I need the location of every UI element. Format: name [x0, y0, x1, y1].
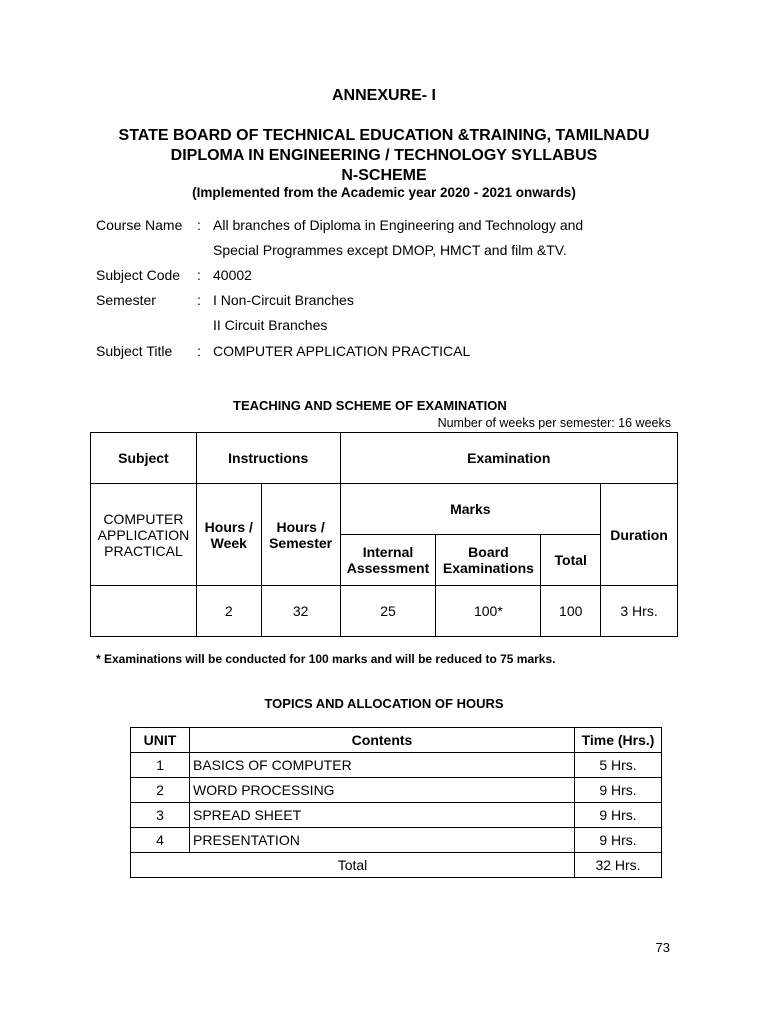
unit-time: 5 Hrs. [575, 753, 662, 778]
board-line-3: N-SCHEME [341, 167, 427, 184]
semester-value-2: II Circuit Branches [213, 317, 328, 333]
topics-title: TOPICS AND ALLOCATION OF HOURS [264, 696, 504, 711]
subject-title-label: Subject Title [96, 343, 173, 359]
header-examination: Examination [340, 433, 677, 484]
duration-value: 3 Hrs. [601, 586, 678, 637]
unit-time: 9 Hrs. [575, 803, 662, 828]
unit-contents: BASICS OF COMPUTER [190, 753, 575, 778]
unit-number: 2 [131, 778, 190, 803]
total-value: 100 [541, 586, 601, 637]
hours-semester-value: 32 [261, 586, 340, 637]
hours-week-value: 2 [196, 586, 261, 637]
implemented-note: (Implemented from the Academic year 2020 - 2021 onwards) [192, 185, 576, 200]
header-contents: Contents [190, 728, 575, 753]
course-name-value-2: Special Programmes except DMOP, HMCT and film &TV. [213, 242, 567, 258]
colon: : [197, 267, 201, 283]
header-board: Board Examinations [436, 535, 541, 586]
header-hours-semester: Hours / Semester [261, 484, 340, 586]
total-hours: 32 Hrs. [575, 853, 662, 878]
subject-code-value: 40002 [213, 267, 252, 283]
subject-title-value: COMPUTER APPLICATION PRACTICAL [213, 343, 471, 359]
header-instructions: Instructions [196, 433, 340, 484]
empty-cell [91, 586, 197, 637]
page-number: 73 [655, 940, 670, 955]
header-duration: Duration [601, 484, 678, 586]
unit-time: 9 Hrs. [575, 828, 662, 853]
unit-number: 3 [131, 803, 190, 828]
colon: : [197, 217, 201, 233]
internal-value: 25 [340, 586, 436, 637]
semester-label: Semester [96, 292, 156, 308]
unit-contents: WORD PROCESSING [190, 778, 575, 803]
exam-footnote: * Examinations will be conducted for 100 marks and will be reduced to 75 marks. [96, 652, 556, 666]
colon: : [197, 343, 201, 359]
board-line-1: STATE BOARD OF TECHNICAL EDUCATION &TRAINING, TAMILNADU [118, 127, 650, 144]
topics-table [130, 727, 662, 878]
header-hours-week: Hours / Week [196, 484, 261, 586]
weeks-note: Number of weeks per semester: 16 weeks [437, 416, 671, 430]
exam-scheme-table [90, 432, 678, 637]
unit-contents: SPREAD SHEET [190, 803, 575, 828]
header-time: Time (Hrs.) [575, 728, 662, 753]
table-row [131, 778, 662, 803]
annexure-title: ANNEXURE- I [331, 87, 436, 104]
header-internal: Internal Assessment [340, 535, 436, 586]
board-line-2: DIPLOMA IN ENGINEERING / TECHNOLOGY SYLLABUS [170, 147, 598, 164]
header-unit: UNIT [131, 728, 190, 753]
total-label: Total [131, 853, 575, 878]
header-total: Total [541, 535, 601, 586]
unit-contents: PRESENTATION [190, 828, 575, 853]
subject-code-label: Subject Code [96, 267, 181, 283]
course-name-value-1: All branches of Diploma in Engineering and Technology and [213, 217, 584, 233]
unit-number: 4 [131, 828, 190, 853]
unit-number: 1 [131, 753, 190, 778]
subject-cell: COMPUTER APPLICATION PRACTICAL [91, 484, 197, 586]
board-value: 100* [436, 586, 541, 637]
table-row [131, 803, 662, 828]
total-row [131, 853, 662, 878]
table-row [131, 828, 662, 853]
board-heading [0, 126, 768, 186]
unit-time: 9 Hrs. [575, 778, 662, 803]
header-subject: Subject [91, 433, 197, 484]
colon: : [197, 292, 201, 308]
header-marks: Marks [340, 484, 601, 535]
semester-value-1: I Non-Circuit Branches [213, 292, 354, 308]
course-name-label: Course Name [96, 217, 183, 233]
table-row [131, 753, 662, 778]
